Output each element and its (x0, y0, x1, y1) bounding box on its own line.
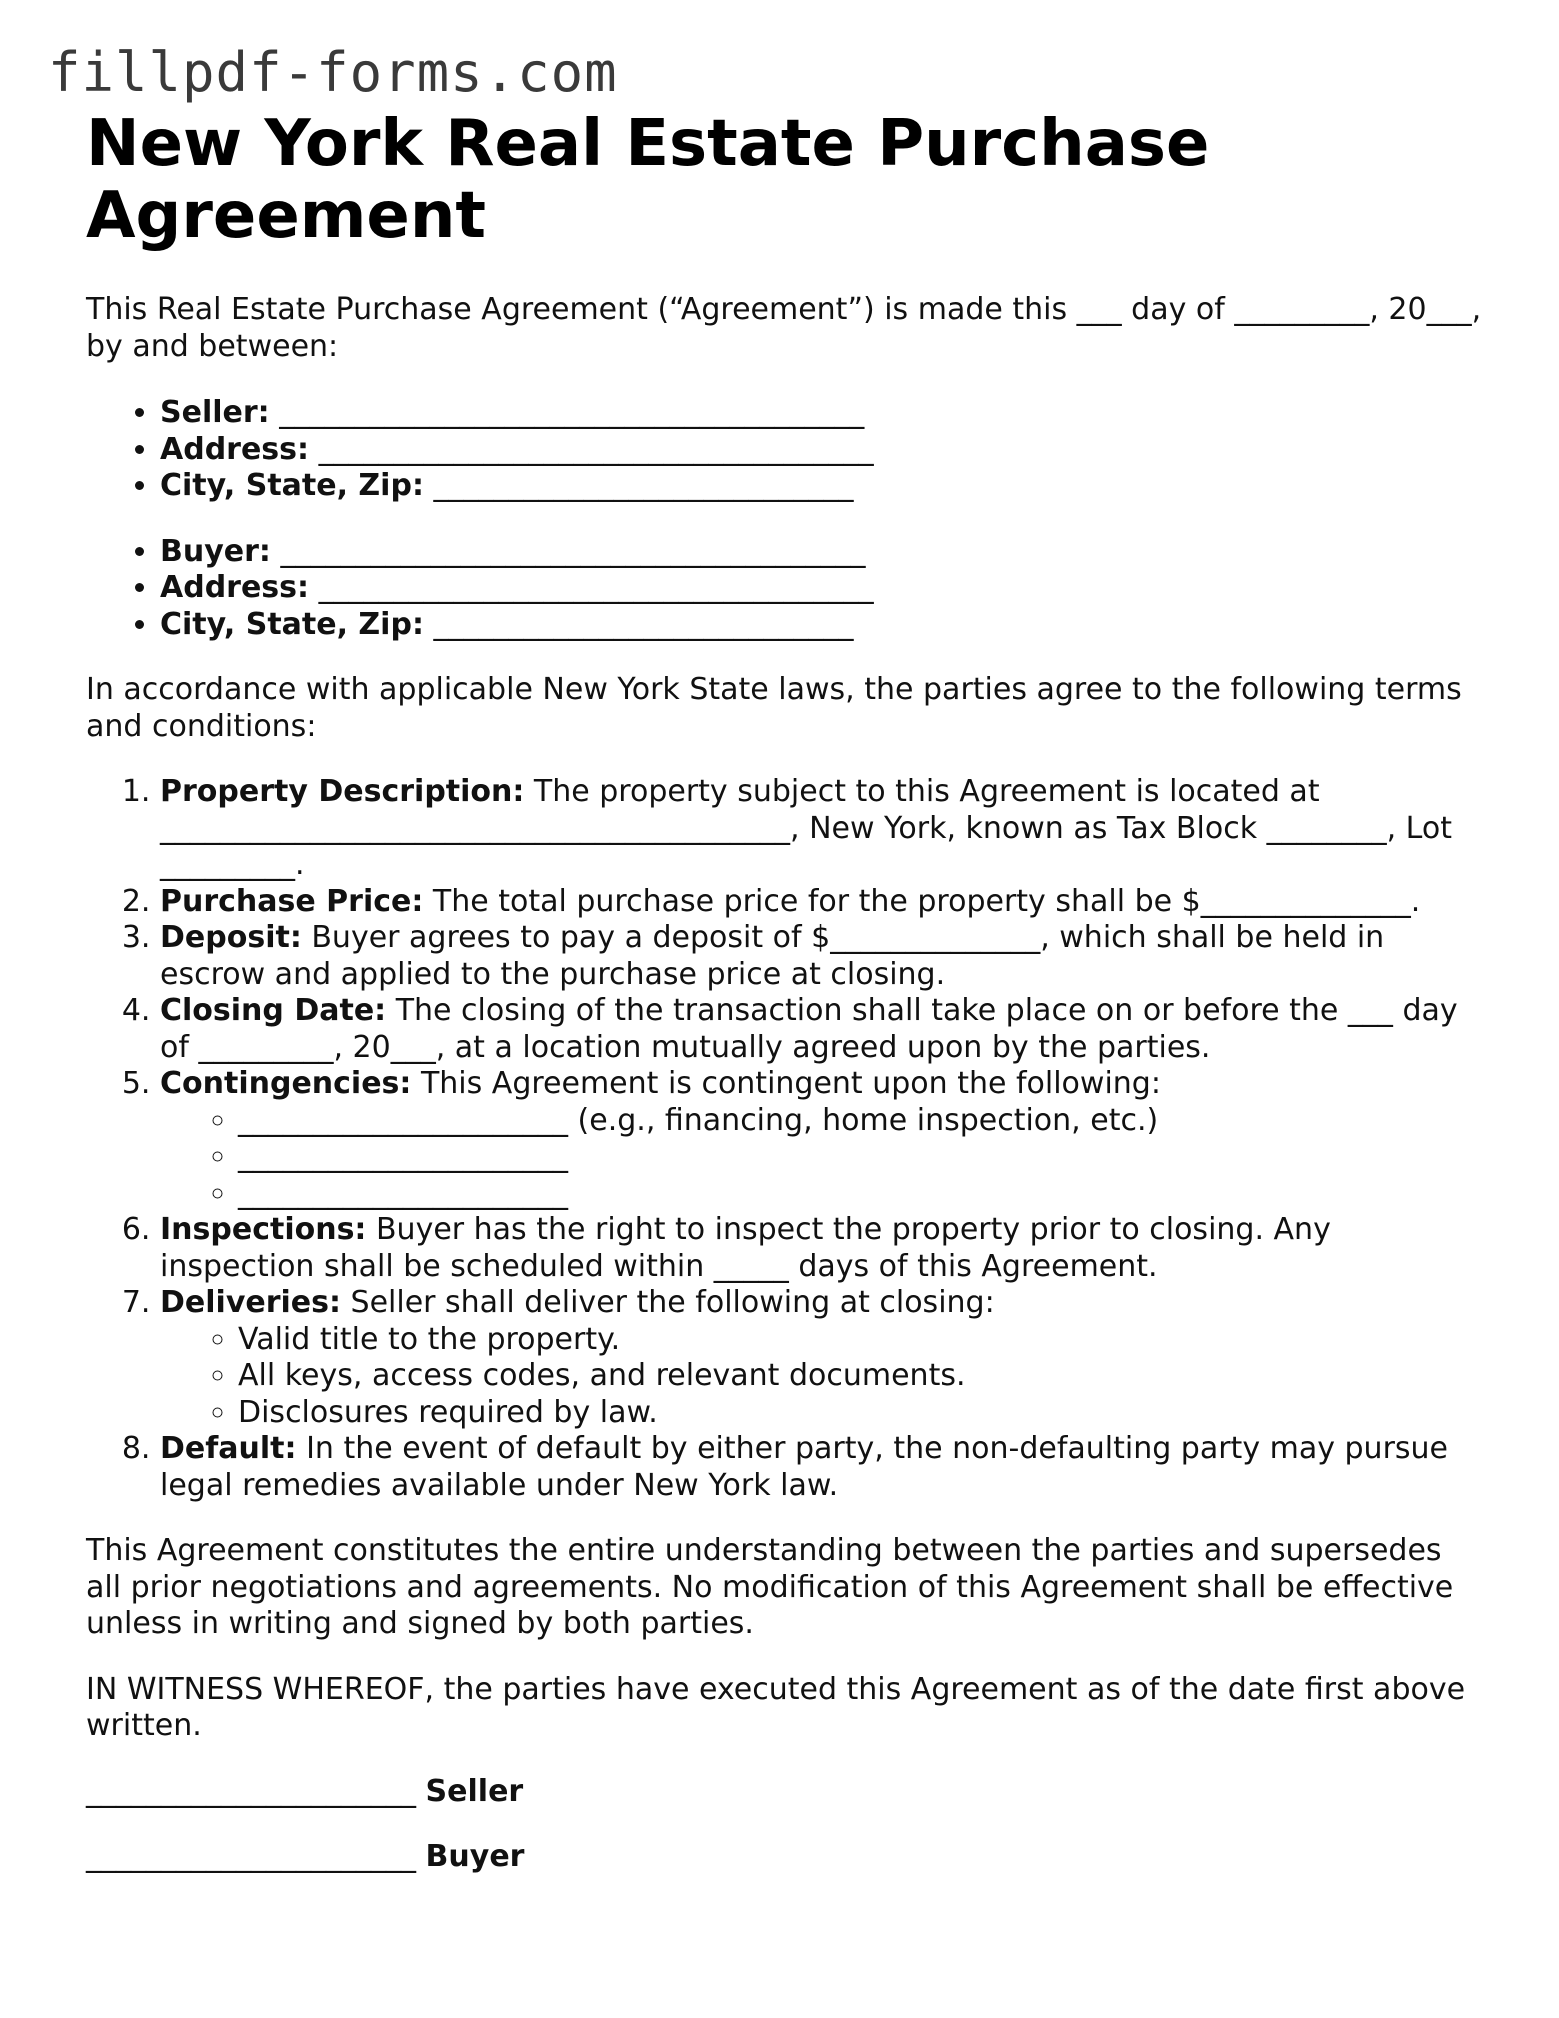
buyer-address-blank[interactable]: _____________________________________ (318, 570, 874, 605)
term-deposit (160, 920, 1486, 993)
terms-intro-paragraph: In accordance with applicable New York State laws, the parties agree to the following terms and conditions: (86, 672, 1462, 744)
term-text: The closing of the transaction shall take place on or before the ___ day of _________, 20___, at a location mutually agreed upon by the parties. (160, 993, 1458, 1065)
seller-city-item (160, 468, 1486, 505)
buyer-list (86, 534, 1486, 644)
term-purchase-price (160, 884, 1486, 921)
term-inspections (160, 1212, 1486, 1285)
buyer-item (160, 534, 1486, 571)
document-page (86, 108, 1486, 1876)
seller-signature-line (86, 1774, 1486, 1811)
term-label: Property Description: (160, 774, 525, 809)
contingency-item[interactable]: ◦ ______________________ (e.g., financing, home inspection, etc.) (238, 1103, 1486, 1140)
seller-label: Seller: (160, 395, 270, 430)
term-label: Purchase Price: (160, 883, 424, 919)
term-label: Deposit: (160, 920, 302, 955)
contingency-item[interactable]: ◦ ______________________ (238, 1176, 1486, 1213)
term-default (160, 1431, 1486, 1504)
term-label: Inspections: (160, 1212, 367, 1247)
seller-city-label: City, State, Zip: (160, 468, 424, 503)
term-label: Contingencies: (160, 1066, 412, 1101)
closing-paragraph: This Agreement constitutes the entire understanding between the parties and supersedes all prior negotiations and agreements. No modification of this Agreement shall be effective unless in writing and signed by both parties. (86, 1533, 1454, 1641)
watermark-text: fillpdf-forms.com (48, 41, 618, 104)
seller-address-label: Address: (160, 431, 310, 467)
term-closing-date (160, 993, 1486, 1066)
term-deliveries (160, 1285, 1486, 1431)
contingency-item[interactable]: ◦ ______________________ (238, 1139, 1486, 1176)
seller-item (160, 395, 1486, 432)
term-text: In the event of default by either party, the non-defaulting party may pursue legal remedies available under New York law. (160, 1431, 1449, 1503)
term-contingencies (160, 1066, 1486, 1212)
buyer-signature-line (86, 1839, 1486, 1876)
buyer-address-item (160, 570, 1486, 607)
term-text: Seller shall deliver the following at closing: (341, 1285, 995, 1320)
document-title: New York Real Estate Purchase Agreement (86, 107, 1210, 253)
intro-paragraph: This Real Estate Purchase Agreement (“Agreement”) is made this ___ day of _________, 20___, by and between: (86, 292, 1482, 364)
term-label: Closing Date: (160, 993, 387, 1028)
buyer-city-blank[interactable]: ____________________________ (433, 606, 854, 642)
seller-signature-blank[interactable]: ______________________ (86, 1773, 416, 1809)
seller-address-item (160, 432, 1486, 469)
seller-signature-label: Seller (425, 1773, 524, 1809)
buyer-city-label: City, State, Zip: (160, 606, 424, 642)
buyer-label: Buyer: (160, 533, 271, 569)
term-text: This Agreement is contingent upon the following: (411, 1066, 1161, 1101)
seller-list (86, 395, 1486, 505)
term-property-description (160, 774, 1486, 884)
term-text: Buyer has the right to inspect the property prior to closing. Any inspection shall be scheduled within _____ days of this Agreement. (160, 1212, 1331, 1284)
witness-paragraph: IN WITNESS WHEREOF, the parties have executed this Agreement as of the date first above written. (86, 1671, 1466, 1743)
seller-address-blank[interactable]: _____________________________________ (318, 431, 874, 467)
delivery-item: ◦ All keys, access codes, and relevant documents. (238, 1358, 1486, 1395)
seller-city-blank[interactable]: ____________________________ (433, 468, 854, 503)
term-text: The property subject to this Agreement is located at __________________________________________, New York, known as Tax Block ________, Lot _________. (160, 774, 1452, 882)
seller-name-blank[interactable]: _______________________________________ (279, 395, 865, 430)
buyer-name-blank[interactable]: _______________________________________ (280, 533, 866, 569)
term-label: Deliveries: (160, 1285, 341, 1320)
terms-list (86, 774, 1486, 1504)
deliveries-list (160, 1322, 1486, 1432)
contingency-list (160, 1103, 1486, 1213)
term-text: Buyer agrees to pay a deposit of $______________, which shall be held in escrow and applied to the purchase price at closing. (160, 920, 1385, 992)
term-label: Default: (160, 1431, 297, 1466)
delivery-item: ◦ Disclosures required by law. (238, 1395, 1486, 1432)
term-text: The total purchase price for the property shall be $______________. (423, 883, 1421, 919)
delivery-item: ◦ Valid title to the property. (238, 1322, 1486, 1359)
buyer-address-label: Address: (160, 570, 310, 605)
buyer-city-item (160, 607, 1486, 644)
buyer-signature-label: Buyer (425, 1839, 525, 1874)
buyer-signature-blank[interactable]: ______________________ (86, 1839, 416, 1874)
